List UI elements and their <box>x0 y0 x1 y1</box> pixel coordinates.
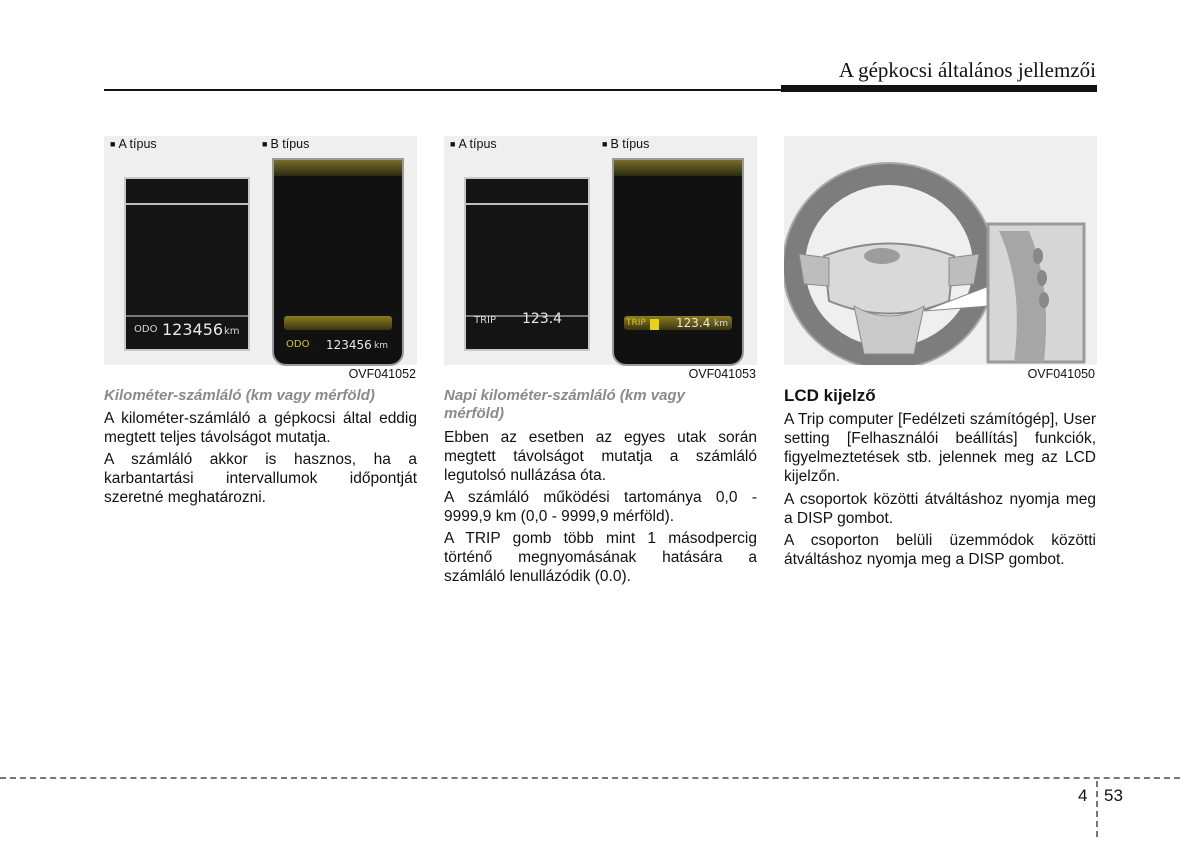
figure-odometer <box>104 136 417 365</box>
section-caption: Napi kilométer-számláló (km vagy mérföld) <box>444 387 685 422</box>
footer-divider <box>1096 781 1098 837</box>
trip-indicator <box>650 319 659 330</box>
header-rule <box>104 89 784 91</box>
chapter-title: A gépkocsi általános jellemzői <box>838 58 1096 82</box>
paragraph: A számláló működési tartománya 0,0 - 9999,9 km (0,0 - 9999,9 mérföld). <box>444 489 757 525</box>
odometer-value: 123456 <box>162 320 224 339</box>
chapter-number: 4 <box>1078 786 1088 805</box>
odo-unit: km <box>224 326 240 337</box>
odometer-display-b <box>272 158 404 366</box>
type-b-label: ■ B típus <box>262 137 310 151</box>
paragraph: A Trip computer [Fedélzeti számítógép], User setting [Felhasználói beállítás] funkciók, figyelmeztetések stb. jelennek meg az LCD kijelzőn. <box>784 411 1096 485</box>
odometer-value: 123456 <box>326 338 372 352</box>
header-rule-thick <box>781 85 1097 92</box>
odo-tag: ODO <box>286 339 310 350</box>
paragraph: A kilométer-számláló a gépkocsi által eddig megtett teljes távolságot mutatja. <box>104 410 417 446</box>
figure-code: OVF041053 <box>688 367 756 381</box>
figure-code: OVF041050 <box>1027 367 1095 381</box>
figure-steering-wheel <box>784 136 1097 365</box>
paragraph: A csoportok közötti átváltáshoz nyomja meg a DISP gombot. <box>784 491 1096 527</box>
figure-code: OVF041052 <box>348 367 416 381</box>
trip-value: 123.4 <box>676 316 711 330</box>
odo-tag: ODO <box>134 324 158 335</box>
section-heading: LCD kijelző <box>784 386 876 405</box>
odo-unit: km <box>374 341 388 351</box>
trip-tag: TRIP <box>474 315 497 326</box>
odometer-display-a <box>124 177 250 351</box>
trip-display-a <box>464 177 590 351</box>
type-a-label: ■ A típus <box>110 137 157 151</box>
trip-tag: TRIP <box>626 318 646 328</box>
paragraph: A TRIP gomb több mint 1 másodpercig történő megnyomásának hatására a számláló lenullázódik (0.0). <box>444 530 757 585</box>
type-b-label: ■ B típus <box>602 137 650 151</box>
trip-value: 123.4 <box>522 311 563 327</box>
figure-trip-meter <box>444 136 757 365</box>
page-number: 53 <box>1104 786 1123 805</box>
trip-display-b <box>612 158 744 366</box>
steering-wheel-illustration <box>784 136 1097 365</box>
paragraph: A csoporton belüli üzemmódok közötti átváltáshoz nyomja meg a DISP gombot. <box>784 532 1096 568</box>
type-a-label: ■ A típus <box>450 137 497 151</box>
paragraph: A számláló akkor is hasznos, ha a karbantartási intervallumok időpontját szeretné meghatározni. <box>104 451 417 506</box>
section-caption: Kilométer-számláló (km vagy mérföld) <box>104 387 375 404</box>
trip-unit: km <box>714 319 728 329</box>
paragraph: Ebben az esetben az egyes utak során megtett távolságot mutatja a számláló legutolsó nullázása óta. <box>444 429 757 484</box>
footer-rule <box>0 777 1180 779</box>
